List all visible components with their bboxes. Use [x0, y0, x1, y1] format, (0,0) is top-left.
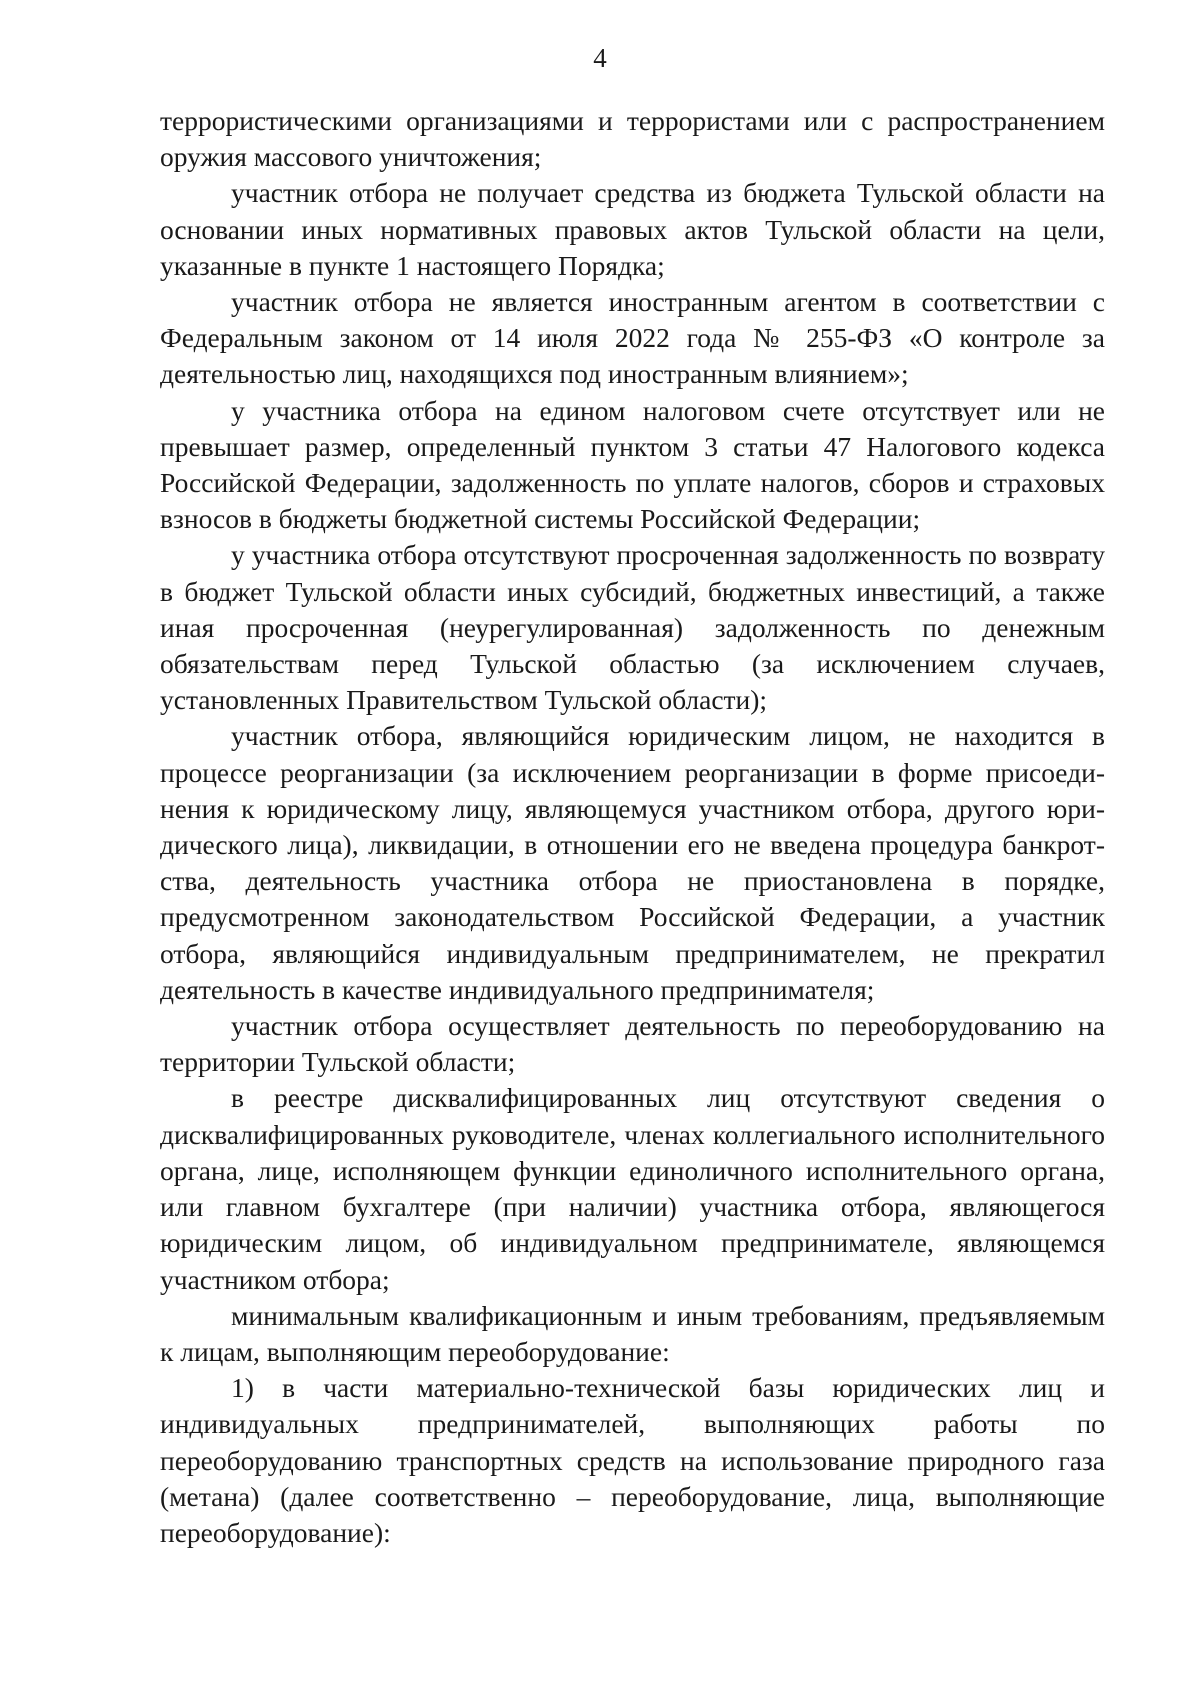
paragraph-9: минимальным квалификационным и иным требованиям, предъявляемым к лицам, выполняющим переоборудование:: [160, 1299, 1105, 1367]
page-number: 4: [593, 43, 607, 73]
paragraph-10: 1) в части материально-технической базы юридических лиц и индивидуальных предпринимателей, выполняющих работы по переоборудованию транспортных средств на использование природного газа (метана) (далее соответственно – переоборудование, лица, выполняющие переоборудование):: [160, 1372, 1105, 1548]
paragraph-4: у участника отбора на едином налоговом счете отсутствует или не превышает размер, определенный пунктом 3 статьи 47 Налогового кодекса Российской Федерации, задолженность по уплате налогов, сборов и страховых взносов в бюджеты бюджетной системы Российской Федерации;: [160, 394, 1105, 535]
paragraph-3: участник отбора не является иностранным агентом в соответствии с Федеральным законом от 14 июля 2022 года № 255-ФЗ «О контроле за деятельностью лиц, находящихся под иностранным влиянием»;: [160, 286, 1105, 390]
paragraph-7: участник отбора осуществляет деятельность по переоборудованию на территории Тульской области;: [160, 1010, 1105, 1078]
paragraph-8: в реестре дисквалифицированных лиц отсутствуют сведения о дисквалифицированных руководителе, членах коллегиального исполнительного органа, лице, исполняющем функции единоличного исполнительного органа, или главном бухгалтере (при наличии) участника отбора, являющегося юридическим лицом, об индивидуальном предпринимателе, являющемся участником отбора;: [160, 1082, 1105, 1295]
paragraph-5: у участника отбора отсутствуют просроченная задолженность по возврату в бюджет Тульской области иных субсидий, бюджетных инвестиций, а также иная просроченная (неурегулированная) задолженность по денежным обязательствам перед Тульской областью (за исключением случаев, установленных Правительством Тульской области);: [160, 539, 1105, 716]
paragraph-1: террористическими организациями и террористами или с распространением оружия массового уничтожения;: [160, 105, 1105, 173]
paragraph-2: участник отбора не получает средства из бюджета Тульской области на основании иных нормативных правовых актов Тульской области на цели, указанные в пункте 1 настоящего Порядка;: [160, 177, 1105, 281]
document-body: [160, 103, 1105, 1551]
paragraph-6: участник отбора, являющийся юридическим лицом, не находится в процессе реорганизации (за исключением реорганизации в форме присоединения к юридическому лицу, являющемуся участником отбора, другого юридического лица), ликвидации, в отношении его не введена процедура банкротства, деятельность участника отбора не приостановлена в порядке, предусмотренном законодательством Российской Федерации, а участник отбора, являющийся индивидуальным предпринимателем, не прекратил деятельность в качестве индивидуального предпринимателя;: [160, 720, 1105, 1005]
